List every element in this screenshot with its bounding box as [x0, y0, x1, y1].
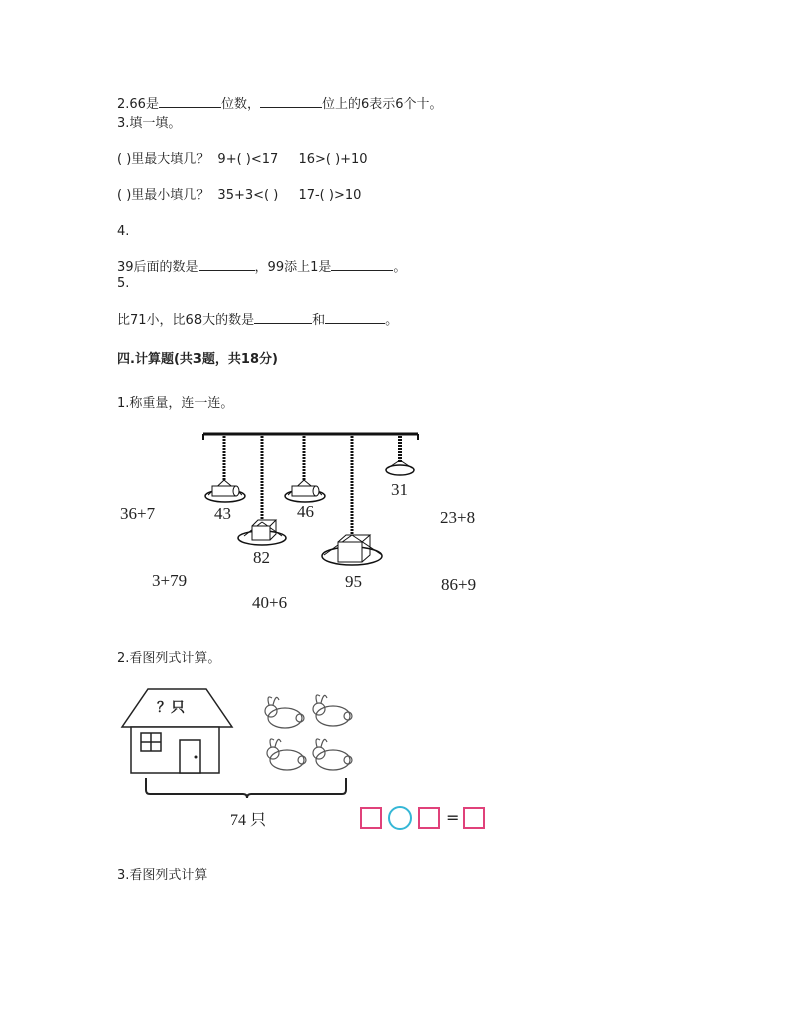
q3-title: 3.填一填。	[117, 116, 182, 131]
weight-95: 95	[345, 572, 362, 591]
q3-row2-b: 17-( )>10	[298, 188, 362, 203]
q4-line: 39后面的数是 ，99添上1是 。	[117, 260, 407, 275]
expr-23-8[interactable]: 23+8	[440, 508, 476, 527]
q5-num: 5.	[117, 276, 130, 291]
q3-row1-a: 9+( )<17	[217, 152, 279, 167]
expr-40-6[interactable]: 40+6	[252, 593, 288, 612]
operator-circle	[389, 807, 411, 829]
answer-box-2	[419, 808, 439, 828]
rabbit-icon	[313, 739, 352, 770]
expr-3-79[interactable]: 3+79	[152, 571, 188, 590]
c2-title: 2.看图列式计算。	[117, 651, 221, 666]
rabbit-icon	[267, 739, 306, 770]
house-label: ？只	[157, 700, 185, 716]
rabbit-icon	[313, 695, 352, 726]
q5-line: 比71小，比68大的数是 和 。	[117, 313, 399, 328]
expr-86-9[interactable]: 86+9	[441, 575, 477, 594]
equals-sign: =	[446, 808, 460, 827]
answer-box-1	[361, 808, 381, 828]
total-label: 74 只	[230, 812, 267, 829]
q3-row1-label: ( )里最大填几？	[117, 152, 210, 167]
answer-box-result	[464, 808, 484, 828]
c1-title: 1.称重量，连一连。	[117, 396, 234, 411]
rabbit-icon	[265, 697, 304, 728]
weight-31: 31	[391, 480, 408, 499]
q2-line: 2.66是 位数， 位上的6表示6个十。	[117, 97, 443, 112]
q3-row2-a: 35+3<( )	[217, 188, 279, 203]
total-brace	[146, 778, 346, 798]
q3-row1-b: 16>( )+10	[298, 152, 368, 167]
q3-row2-label: ( )里最小填几？	[117, 188, 210, 203]
expr-36-7[interactable]: 36+7	[120, 504, 156, 523]
weight-46: 46	[297, 502, 314, 521]
weight-82: 82	[253, 548, 270, 567]
q4-num: 4.	[117, 224, 130, 239]
weight-43: 43	[214, 504, 231, 523]
c3-title: 3.看图列式计算	[117, 868, 208, 883]
section4-title: 四.计算题(共3题，共18分)	[117, 352, 278, 367]
